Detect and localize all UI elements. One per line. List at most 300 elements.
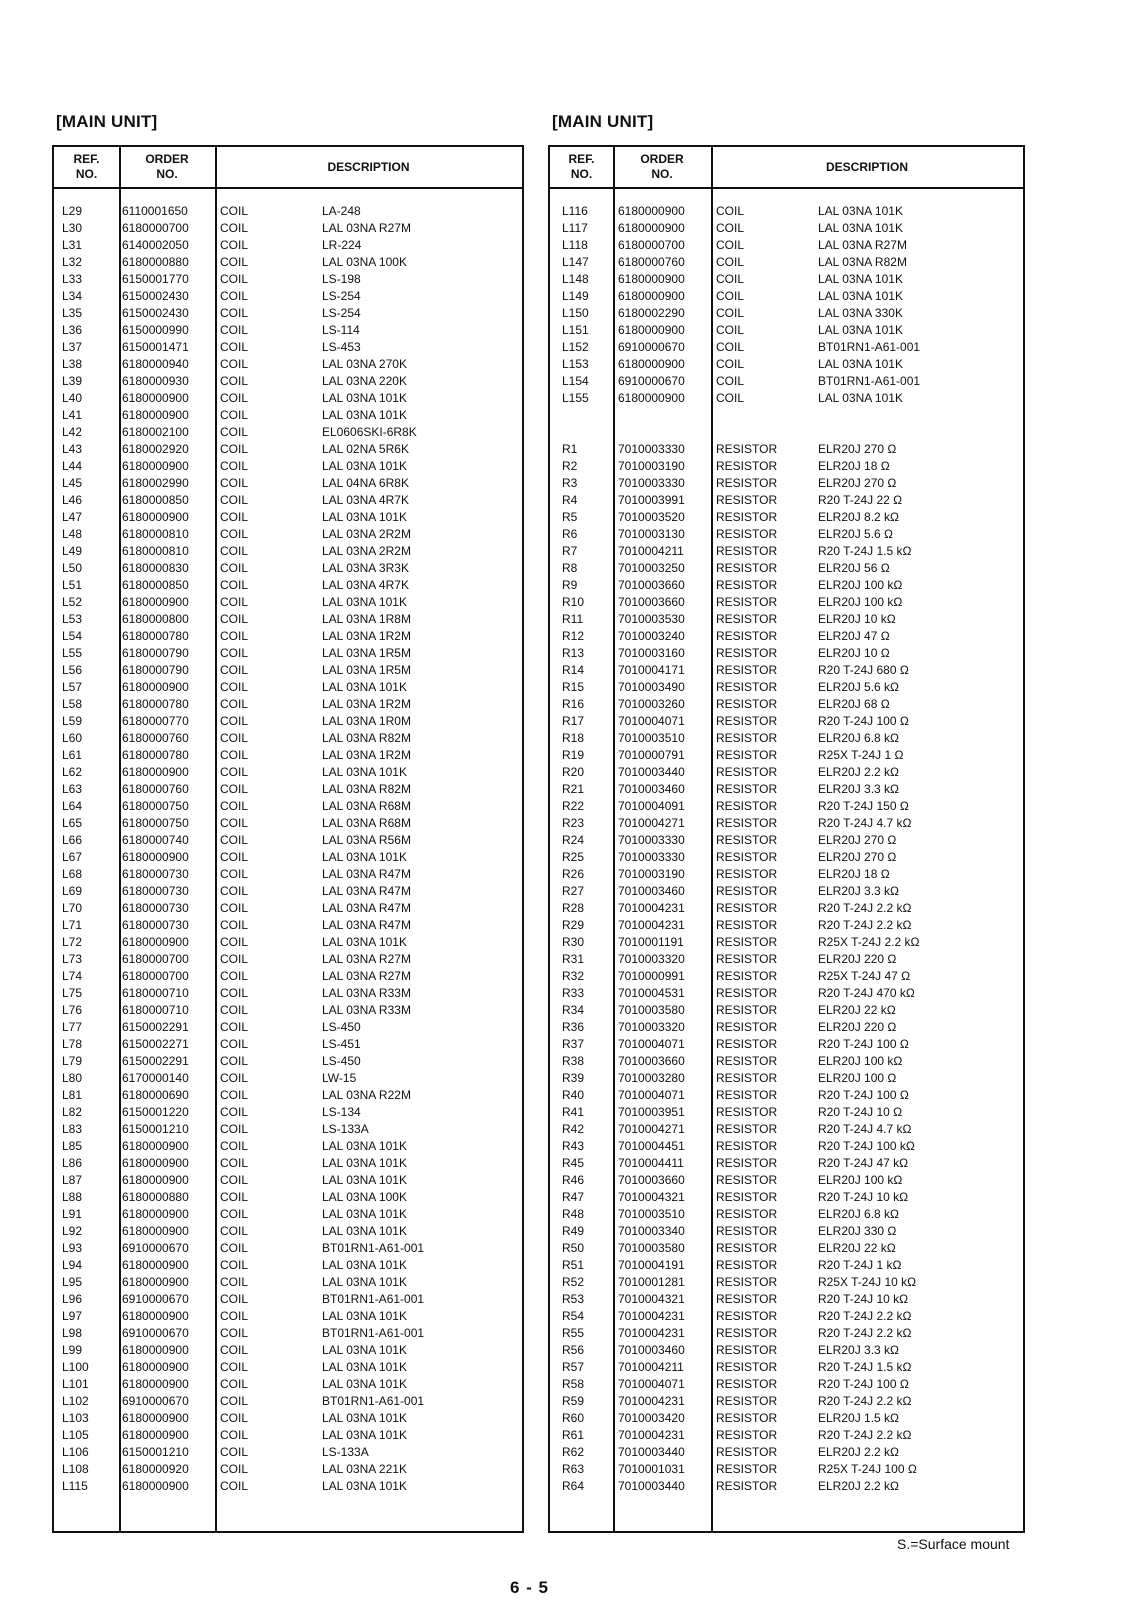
ref-no-cell: L47: [62, 510, 83, 524]
ref-no-cell: L91: [62, 1207, 83, 1221]
table-row: [550, 373, 1023, 390]
ref-no-cell: R33: [562, 986, 585, 1000]
table-row: [550, 1070, 1023, 1087]
order-no-cell: 6150001471: [122, 340, 189, 354]
table-row: [54, 747, 522, 764]
surface-mount-footnote: S.=Surface mount: [897, 1536, 1010, 1552]
order-no-cell: 7010004271: [618, 1122, 685, 1136]
order-no-cell: 6180000790: [122, 663, 189, 677]
order-no-cell: 6180000900: [122, 1258, 189, 1272]
table-row: [54, 611, 522, 628]
order-no-cell: 6180000750: [122, 816, 189, 830]
order-no-cell: 7010003530: [618, 612, 685, 626]
order-no-cell: 6180000920: [122, 1462, 189, 1476]
ref-no-cell: L71: [62, 918, 83, 932]
part-value-cell: R20 T-24J 10 Ω: [818, 1105, 903, 1119]
part-type-cell: RESISTOR: [716, 901, 778, 915]
part-value-cell: ELR20J 270 Ω: [818, 850, 897, 864]
part-value-cell: LW-15: [322, 1071, 357, 1085]
part-type-cell: RESISTOR: [716, 1309, 778, 1323]
table-row: [550, 475, 1023, 492]
part-type-cell: COIL: [220, 833, 249, 847]
ref-no-cell: L92: [62, 1224, 83, 1238]
table-row: [550, 968, 1023, 985]
order-no-cell: 6180002990: [122, 476, 189, 490]
ref-no-cell: L52: [62, 595, 83, 609]
part-type-cell: COIL: [220, 731, 249, 745]
part-value-cell: LAL 03NA 101K: [322, 935, 407, 949]
part-value-cell: R20 T-24J 2.2 kΩ: [818, 1428, 912, 1442]
ref-no-cell: L65: [62, 816, 83, 830]
ref-no-cell: R40: [562, 1088, 585, 1102]
part-type-cell: RESISTOR: [716, 986, 778, 1000]
ref-no-cell: L56: [62, 663, 83, 677]
table-row: [54, 679, 522, 696]
table-row: [550, 611, 1023, 628]
part-type-cell: COIL: [220, 255, 249, 269]
part-value-cell: LAL 03NA 1R2M: [322, 629, 411, 643]
part-value-cell: ELR20J 10 Ω: [818, 646, 890, 660]
part-value-cell: LAL 03NA 101K: [818, 272, 903, 286]
part-type-cell: RESISTOR: [716, 1241, 778, 1255]
table-row: [550, 934, 1023, 951]
order-no-cell: 7010003580: [618, 1003, 685, 1017]
order-no-cell: 6150001770: [122, 272, 189, 286]
part-type-cell: COIL: [220, 561, 249, 575]
part-type-cell: RESISTOR: [716, 1326, 778, 1340]
part-value-cell: LAL 03NA 101K: [322, 1428, 407, 1442]
table-row: [550, 1427, 1023, 1444]
part-type-cell: RESISTOR: [716, 1394, 778, 1408]
table-row: [550, 1019, 1023, 1036]
part-type-cell: RESISTOR: [716, 646, 778, 660]
order-no-cell: 6180000780: [122, 697, 189, 711]
table-row: [550, 849, 1023, 866]
part-type-cell: COIL: [220, 1105, 249, 1119]
ref-no-cell: R62: [562, 1445, 585, 1459]
table-row: [550, 1206, 1023, 1223]
part-value-cell: ELR20J 68 Ω: [818, 697, 890, 711]
ref-no-cell: L151: [562, 323, 589, 337]
ref-no-cell: R15: [562, 680, 585, 694]
table-row: [550, 1223, 1023, 1240]
part-value-cell: LAL 03NA 101K: [322, 510, 407, 524]
table-row: [550, 1291, 1023, 1308]
ref-no-cell: R36: [562, 1020, 585, 1034]
part-type-cell: COIL: [220, 595, 249, 609]
order-no-cell: 7010004231: [618, 901, 685, 915]
parts-table-left: [52, 145, 524, 1533]
part-value-cell: BT01RN1-A61-001: [322, 1292, 425, 1306]
ref-no-cell: L81: [62, 1088, 83, 1102]
part-type-cell: RESISTOR: [716, 544, 778, 558]
ref-no-cell: R10: [562, 595, 585, 609]
ref-no-cell: R59: [562, 1394, 585, 1408]
order-no-cell: 6110001650: [122, 204, 188, 218]
part-type-cell: RESISTOR: [716, 850, 778, 864]
ref-no-cell: R26: [562, 867, 585, 881]
part-type-cell: COIL: [220, 765, 249, 779]
ref-no-header: REF. NO.: [73, 152, 100, 181]
table-row: [550, 1053, 1023, 1070]
part-type-cell: COIL: [716, 323, 745, 337]
table-row: [54, 1070, 522, 1087]
order-no-cell: 6150002291: [122, 1020, 189, 1034]
table-row: [550, 815, 1023, 832]
ref-no-cell: L60: [62, 731, 83, 745]
table-row: [54, 1376, 522, 1393]
part-value-cell: ELR20J 1.5 kΩ: [818, 1411, 900, 1425]
ref-no-cell: L58: [62, 697, 83, 711]
order-no-cell: 7010004231: [618, 1309, 685, 1323]
ref-no-cell: L49: [62, 544, 83, 558]
table-row: [54, 322, 522, 339]
order-no-cell: 7010004071: [618, 1088, 685, 1102]
table-row: [54, 1444, 522, 1461]
ref-no-cell: L30: [62, 221, 83, 235]
order-no-cell: 7010003440: [618, 1445, 685, 1459]
table-row: [54, 594, 522, 611]
table-row: [54, 577, 522, 594]
ref-no-cell: L75: [62, 986, 83, 1000]
table-row: [550, 560, 1023, 577]
part-type-cell: RESISTOR: [716, 918, 778, 932]
order-no-cell: 7010003340: [618, 1224, 685, 1238]
order-no-cell: 6150001220: [122, 1105, 189, 1119]
part-type-cell: COIL: [220, 1020, 249, 1034]
ref-no-cell: L106: [62, 1445, 89, 1459]
table-row: [550, 747, 1023, 764]
part-type-cell: RESISTOR: [716, 629, 778, 643]
table-row: [54, 985, 522, 1002]
part-value-cell: LAL 03NA 4R7K: [322, 578, 409, 592]
table-row: [54, 696, 522, 713]
table-row: [550, 390, 1023, 407]
page-number: 6 - 5: [510, 1578, 550, 1597]
order-no-cell: 6180000700: [122, 952, 189, 966]
part-type-cell: COIL: [220, 697, 249, 711]
part-value-cell: LS-133A: [322, 1122, 369, 1136]
part-value-cell: LAL 03NA R47M: [322, 918, 411, 932]
ref-no-cell: R14: [562, 663, 585, 677]
ref-no-cell: L55: [62, 646, 83, 660]
order-no-cell: 7010003660: [618, 1054, 685, 1068]
table-row: [550, 594, 1023, 611]
part-value-cell: ELR20J 22 kΩ: [818, 1003, 896, 1017]
ref-no-cell: L69: [62, 884, 83, 898]
part-value-cell: LAL 03NA 101K: [818, 323, 903, 337]
part-type-cell: COIL: [220, 1258, 249, 1272]
table-row: [54, 458, 522, 475]
part-type-cell: RESISTOR: [716, 884, 778, 898]
ref-no-cell: L147: [562, 255, 589, 269]
part-value-cell: LAL 03NA 101K: [322, 408, 407, 422]
part-value-cell: LAL 03NA 101K: [322, 1258, 407, 1272]
part-type-cell: RESISTOR: [716, 1445, 778, 1459]
part-type-cell: COIL: [220, 1462, 249, 1476]
part-type-cell: RESISTOR: [716, 1343, 778, 1357]
order-no-cell: 6180002920: [122, 442, 189, 456]
order-no-cell: 6180002290: [618, 306, 685, 320]
ref-no-cell: L42: [62, 425, 83, 439]
table-row: [550, 254, 1023, 271]
order-no-cell: 7010000991: [618, 969, 685, 983]
part-value-cell: EL0606SKI-6R8K: [322, 425, 417, 439]
part-type-cell: COIL: [220, 204, 249, 218]
order-no-cell: 7010003320: [618, 1020, 685, 1034]
part-type-cell: COIL: [220, 918, 249, 932]
part-value-cell: BT01RN1-A61-001: [322, 1326, 425, 1340]
ref-no-cell: L103: [62, 1411, 89, 1425]
part-type-cell: COIL: [220, 527, 249, 541]
part-value-cell: LAL 03NA 100K: [322, 255, 407, 269]
part-value-cell: LAL 03NA 1R2M: [322, 748, 411, 762]
table-row: [54, 543, 522, 560]
part-type-cell: RESISTOR: [716, 816, 778, 830]
ref-no-cell: L59: [62, 714, 83, 728]
part-value-cell: LAL 03NA 101K: [322, 1173, 407, 1187]
table-row: [54, 1359, 522, 1376]
part-type-cell: RESISTOR: [716, 493, 778, 507]
table-row: [54, 1087, 522, 1104]
part-value-cell: R20 T-24J 2.2 kΩ: [818, 901, 912, 915]
table-row: [54, 288, 522, 305]
part-type-cell: COIL: [220, 1343, 249, 1357]
ref-no-cell: L83: [62, 1122, 83, 1136]
table-row: [54, 339, 522, 356]
ref-no-cell: L61: [62, 748, 83, 762]
ref-no-cell: R5: [562, 510, 578, 524]
order-no-cell: 6150001210: [122, 1445, 189, 1459]
part-value-cell: R20 T-24J 100 Ω: [818, 1377, 909, 1391]
order-no-cell: 7010003660: [618, 595, 685, 609]
table-row: [54, 713, 522, 730]
part-type-cell: COIL: [220, 340, 249, 354]
part-value-cell: LAL 03NA 101K: [322, 459, 407, 473]
part-type-cell: COIL: [220, 663, 249, 677]
part-type-cell: COIL: [220, 850, 249, 864]
right-section-title: [MAIN UNIT]: [552, 112, 654, 131]
part-type-cell: RESISTOR: [716, 612, 778, 626]
order-no-cell: 6180000690: [122, 1088, 189, 1102]
order-no-cell: 6180000900: [122, 1411, 189, 1425]
table-row: [54, 951, 522, 968]
ref-no-cell: R56: [562, 1343, 585, 1357]
order-no-cell: 7010003460: [618, 1343, 685, 1357]
part-type-cell: RESISTOR: [716, 867, 778, 881]
order-no-cell: 7010001031: [618, 1462, 685, 1476]
order-no-cell: 6180000900: [618, 357, 685, 371]
ref-no-cell: L116: [562, 204, 588, 218]
parts-table-right: [548, 145, 1025, 1533]
part-type-cell: COIL: [220, 646, 249, 660]
part-type-cell: RESISTOR: [716, 952, 778, 966]
order-no-cell: 6180000880: [122, 255, 189, 269]
ref-no-cell: R3: [562, 476, 578, 490]
ref-no-cell: R43: [562, 1139, 585, 1153]
ref-no-cell: L152: [562, 340, 589, 354]
part-value-cell: ELR20J 6.8 kΩ: [818, 1207, 900, 1221]
order-no-cell: 6180000900: [122, 1156, 189, 1170]
order-no-cell: 6180000810: [122, 527, 189, 541]
part-value-cell: R20 T-24J 150 Ω: [818, 799, 909, 813]
part-value-cell: ELR20J 270 Ω: [818, 442, 897, 456]
ref-no-cell: L102: [62, 1394, 89, 1408]
order-no-cell: 7010004191: [618, 1258, 685, 1272]
order-no-cell: 6180000850: [122, 493, 189, 507]
ref-no-cell: R53: [562, 1292, 585, 1306]
ref-no-cell: L45: [62, 476, 83, 490]
part-type-cell: RESISTOR: [716, 1411, 778, 1425]
order-no-cell: 6180000900: [122, 1377, 189, 1391]
part-type-cell: RESISTOR: [716, 1088, 778, 1102]
order-no-cell: 7010004411: [618, 1156, 684, 1170]
part-type-cell: RESISTOR: [716, 1207, 778, 1221]
ref-no-cell: L38: [62, 357, 83, 371]
order-no-cell: 6180000760: [618, 255, 685, 269]
order-no-cell: 7010004171: [618, 663, 685, 677]
part-value-cell: LAL 03NA R47M: [322, 901, 411, 915]
table-row: [550, 577, 1023, 594]
part-type-cell: COIL: [220, 1054, 249, 1068]
table-row: [54, 356, 522, 373]
order-no-cell: 7010003490: [618, 680, 685, 694]
rows-right: [550, 203, 1023, 1495]
ref-no-cell: L66: [62, 833, 83, 847]
order-no-cell: 6180000930: [122, 374, 189, 388]
part-type-cell: RESISTOR: [716, 476, 778, 490]
ref-no-cell: L99: [62, 1343, 83, 1357]
order-no-cell: 7010004071: [618, 1037, 685, 1051]
part-type-cell: RESISTOR: [716, 1173, 778, 1187]
table-row: [550, 1359, 1023, 1376]
part-value-cell: BT01RN1-A61-001: [322, 1241, 425, 1255]
order-no-cell: 6180002100: [122, 425, 189, 439]
ref-no-cell: R1: [562, 442, 578, 456]
part-value-cell: R25X T-24J 47 Ω: [818, 969, 911, 983]
part-value-cell: LAL 03NA 4R7K: [322, 493, 409, 507]
part-type-cell: COIL: [220, 1411, 249, 1425]
table-header: [54, 147, 522, 189]
table-row: [54, 305, 522, 322]
table-row: [54, 1223, 522, 1240]
part-value-cell: BT01RN1-A61-001: [818, 340, 921, 354]
ref-no-cell: L117: [562, 221, 588, 235]
table-row: [54, 1257, 522, 1274]
part-value-cell: LAL 02NA 5R6K: [322, 442, 409, 456]
part-type-cell: RESISTOR: [716, 1054, 778, 1068]
ref-no-cell: R42: [562, 1122, 585, 1136]
table-row: [54, 1121, 522, 1138]
ref-no-cell: L62: [62, 765, 83, 779]
order-no-cell: 6180000900: [618, 204, 685, 218]
table-row: [550, 339, 1023, 356]
order-no-cell: 7010003440: [618, 765, 685, 779]
part-value-cell: R25X T-24J 2.2 kΩ: [818, 935, 920, 949]
table-row: [54, 1291, 522, 1308]
table-row: [550, 322, 1023, 339]
order-no-cell: 6180000700: [122, 221, 189, 235]
part-value-cell: R20 T-24J 100 Ω: [818, 1037, 909, 1051]
part-value-cell: ELR20J 2.2 kΩ: [818, 1445, 900, 1459]
part-value-cell: LAL 03NA 101K: [322, 1224, 407, 1238]
table-row: [54, 1410, 522, 1427]
part-type-cell: RESISTOR: [716, 1428, 778, 1442]
part-value-cell: ELR20J 270 Ω: [818, 833, 897, 847]
part-type-cell: COIL: [220, 408, 249, 422]
ref-no-cell: R32: [562, 969, 585, 983]
table-row: [54, 900, 522, 917]
part-value-cell: LS-198: [322, 272, 361, 286]
part-type-cell: COIL: [220, 1309, 249, 1323]
table-row: [550, 543, 1023, 560]
ref-no-cell: L44: [62, 459, 83, 473]
ref-no-cell: R19: [562, 748, 585, 762]
order-no-cell: 6180000760: [122, 782, 189, 796]
part-value-cell: R20 T-24J 4.7 kΩ: [818, 1122, 912, 1136]
order-no-cell: 7010003580: [618, 1241, 685, 1255]
ref-no-cell: R8: [562, 561, 578, 575]
part-value-cell: R20 T-24J 4.7 kΩ: [818, 816, 912, 830]
order-no-cell: 6180000810: [122, 544, 189, 558]
order-no-cell: 6910000670: [122, 1292, 189, 1306]
table-row: [54, 798, 522, 815]
order-no-cell: 7010004321: [618, 1190, 685, 1204]
part-type-cell: RESISTOR: [716, 1190, 778, 1204]
part-type-cell: COIL: [716, 238, 745, 252]
ref-no-cell: L101: [62, 1377, 89, 1391]
part-value-cell: LS-134: [322, 1105, 361, 1119]
order-no-cell: 6180000740: [122, 833, 189, 847]
part-value-cell: LAL 03NA 1R2M: [322, 697, 411, 711]
order-no-cell: 6180000900: [122, 510, 189, 524]
left-section-title: [MAIN UNIT]: [56, 112, 158, 131]
order-no-cell: 7010003510: [618, 731, 685, 745]
part-value-cell: LAL 03NA R27M: [322, 969, 411, 983]
table-row: [550, 645, 1023, 662]
order-no-header: ORDER NO.: [145, 152, 189, 181]
table-row: [550, 424, 1023, 441]
ref-no-cell: L100: [62, 1360, 89, 1374]
part-value-cell: LAL 03NA 221K: [322, 1462, 407, 1476]
table-row: [550, 662, 1023, 679]
order-no-cell: 7010003280: [618, 1071, 685, 1085]
table-header: [550, 147, 1023, 189]
ref-no-cell: L54: [62, 629, 83, 643]
table-row: [550, 1138, 1023, 1155]
ref-no-cell: R16: [562, 697, 585, 711]
order-no-cell: 7010003250: [618, 561, 685, 575]
order-no-cell: 6180000900: [122, 680, 189, 694]
part-value-cell: ELR20J 5.6 Ω: [818, 527, 894, 541]
table-row: [550, 441, 1023, 458]
order-no-cell: 6180000900: [122, 1343, 189, 1357]
ref-no-cell: L40: [62, 391, 83, 405]
part-value-cell: BT01RN1-A61-001: [818, 374, 921, 388]
table-row: [54, 1053, 522, 1070]
part-type-cell: COIL: [220, 935, 249, 949]
part-type-cell: COIL: [220, 306, 249, 320]
order-no-cell: 6180000900: [618, 289, 685, 303]
description-header: DESCRIPTION: [825, 159, 908, 174]
ref-no-cell: L29: [62, 204, 83, 218]
part-type-cell: COIL: [220, 510, 249, 524]
order-no-cell: 6180000900: [618, 323, 685, 337]
part-value-cell: LAL 03NA 101K: [818, 204, 903, 218]
ref-no-cell: R63: [562, 1462, 585, 1476]
part-value-cell: R25X T-24J 100 Ω: [818, 1462, 917, 1476]
order-no-cell: 6150000990: [122, 323, 189, 337]
